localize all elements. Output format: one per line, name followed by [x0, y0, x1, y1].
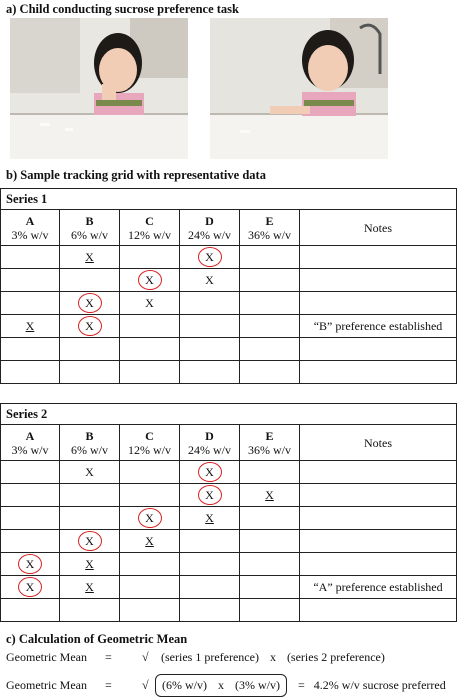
grid-cell — [120, 507, 180, 530]
grid-cell — [240, 338, 300, 361]
column-letter: D — [205, 213, 214, 228]
mark-glyph: X — [145, 296, 154, 310]
notes-cell — [300, 292, 457, 315]
column-concentration: 24% w/v — [188, 442, 231, 457]
grid-cell — [120, 292, 180, 315]
mark-glyph: X — [205, 250, 214, 264]
grid-cell — [1, 338, 60, 361]
table-row — [1, 507, 456, 530]
sqrt-symbol: √ — [142, 678, 149, 692]
formula-result: 4.2% w/v sucrose preferred — [313, 678, 446, 692]
grid-cell — [120, 338, 180, 361]
grid-cell — [60, 553, 120, 576]
grid-cell — [1, 292, 60, 315]
circled-x-mark — [78, 316, 102, 336]
grid-cell — [60, 530, 120, 553]
circled-x-mark — [78, 531, 102, 551]
grid-cell — [120, 246, 180, 269]
table-row — [1, 246, 456, 269]
notes-header: Notes — [300, 425, 457, 461]
tracking-table — [1, 425, 456, 621]
grid-cell — [180, 507, 240, 530]
table-row — [1, 484, 456, 507]
header-row — [1, 425, 456, 461]
grid-cell — [180, 361, 240, 384]
grid-cell — [120, 484, 180, 507]
column-letter: A — [25, 428, 35, 443]
mark-glyph: X — [25, 557, 35, 571]
column-letter: E — [265, 428, 274, 443]
mark-glyph: X — [85, 534, 94, 548]
grid-cell — [180, 315, 240, 338]
circled-x-mark — [198, 247, 222, 267]
mark-glyph: X — [205, 465, 214, 479]
notes-cell — [300, 599, 457, 622]
formula-label: Geometric Mean — [6, 650, 87, 664]
circled-x-mark — [138, 508, 162, 528]
table-row — [1, 269, 456, 292]
formula-term-1: (series 1 preference) — [161, 650, 259, 664]
grid-cell — [60, 484, 120, 507]
column-concentration: 12% w/v — [128, 442, 171, 457]
grid-cell — [1, 461, 60, 484]
notes-cell — [300, 269, 457, 292]
grid-cell — [240, 361, 300, 384]
notes-header: Notes — [300, 210, 457, 246]
formula-label: Geometric Mean — [6, 678, 87, 692]
grid-cell — [60, 269, 120, 292]
underlined-x-mark — [199, 509, 221, 527]
x-mark — [79, 463, 101, 481]
notes-cell — [300, 461, 457, 484]
sqrt-symbol: √ — [142, 650, 149, 664]
column-header-c — [120, 210, 180, 246]
grid-cell — [240, 484, 300, 507]
column-header-e — [240, 425, 300, 461]
underlined-x-mark — [19, 317, 41, 335]
grid-cell — [120, 361, 180, 384]
mark-glyph: X — [25, 580, 35, 594]
grid-cell — [60, 461, 120, 484]
grid-cell — [180, 530, 240, 553]
notes-cell — [300, 530, 457, 553]
column-header-d — [180, 210, 240, 246]
table-row — [1, 361, 456, 384]
column-header-a — [1, 425, 60, 461]
mark-glyph: X — [205, 273, 214, 287]
section-c-title: c) Calculation of Geometric Mean — [6, 632, 188, 646]
formula-term-2: (3% w/v) — [235, 678, 280, 692]
grid-cell — [1, 553, 60, 576]
mark-glyph: X — [145, 511, 154, 525]
underlined-x-mark — [79, 555, 101, 573]
grid-cell — [60, 576, 120, 599]
mark-glyph: X — [85, 580, 94, 594]
series-title: Series 2 — [1, 404, 456, 425]
grid-cell — [1, 530, 60, 553]
circled-x-mark — [198, 462, 222, 482]
column-letter: B — [85, 213, 94, 228]
formula-term-1: (6% w/v) — [162, 678, 207, 692]
grid-cell — [180, 461, 240, 484]
circled-x-mark — [198, 485, 222, 505]
column-concentration: 12% w/v — [128, 227, 171, 242]
grid-cell — [120, 315, 180, 338]
series-title: Series 1 — [1, 189, 456, 210]
grid-cell — [1, 269, 60, 292]
notes-cell — [300, 246, 457, 269]
grid-cell — [60, 338, 120, 361]
grid-cell — [240, 599, 300, 622]
underlined-x-mark — [139, 532, 161, 550]
grid-cell — [240, 507, 300, 530]
grid-cell — [1, 361, 60, 384]
column-header-e — [240, 210, 300, 246]
section-b-title: b) Sample tracking grid with representative data — [6, 168, 266, 182]
grid-cell — [1, 315, 60, 338]
table-row — [1, 461, 456, 484]
grid-cell — [1, 599, 60, 622]
grid-cell — [1, 576, 60, 599]
mark-glyph: X — [85, 557, 94, 571]
column-header-c — [120, 425, 180, 461]
grid-cell — [60, 246, 120, 269]
notes-cell: “B” preference established — [300, 315, 457, 338]
formula-equals: = — [105, 678, 112, 692]
section-a-title: a) Child conducting sucrose preference task — [6, 2, 239, 16]
grid-cell — [240, 315, 300, 338]
series-1-grid — [0, 188, 457, 384]
grid-cell — [180, 246, 240, 269]
formula-times: x — [269, 650, 276, 664]
circled-x-mark — [78, 293, 102, 313]
table-row — [1, 576, 456, 599]
series-2-grid — [0, 403, 457, 622]
grid-cell — [180, 599, 240, 622]
grid-cell — [60, 599, 120, 622]
column-concentration: 6% w/v — [71, 227, 108, 242]
column-header-d — [180, 425, 240, 461]
column-concentration: 3% w/v — [11, 227, 49, 242]
mark-glyph: X — [85, 250, 94, 264]
table-row — [1, 338, 456, 361]
underlined-x-mark — [79, 248, 101, 266]
column-letter: C — [145, 428, 154, 443]
grid-cell — [60, 507, 120, 530]
column-letter: C — [145, 213, 154, 228]
grid-cell — [240, 269, 300, 292]
table-row — [1, 553, 456, 576]
grid-cell — [1, 246, 60, 269]
notes-cell — [300, 484, 457, 507]
grid-cell — [180, 484, 240, 507]
grid-cell — [120, 553, 180, 576]
x-mark — [139, 294, 161, 312]
grid-cell — [180, 269, 240, 292]
formula-equals: = — [105, 650, 112, 664]
grid-cell — [120, 269, 180, 292]
circled-x-mark — [18, 554, 42, 574]
notes-cell — [300, 553, 457, 576]
grid-cell — [1, 484, 60, 507]
grid-cell — [120, 530, 180, 553]
circled-x-mark — [18, 577, 42, 597]
grid-cell — [180, 292, 240, 315]
grid-cell — [60, 315, 120, 338]
mark-glyph: X — [85, 319, 94, 333]
column-letter: A — [25, 213, 35, 228]
notes-cell — [300, 507, 457, 530]
grid-cell — [240, 553, 300, 576]
grid-cell — [120, 599, 180, 622]
underlined-x-mark — [79, 578, 101, 596]
x-mark — [199, 271, 221, 289]
mark-glyph: X — [25, 319, 35, 333]
column-letter: B — [85, 428, 94, 443]
notes-cell — [300, 338, 457, 361]
mark-glyph: X — [145, 534, 154, 548]
tracking-table — [1, 210, 456, 383]
grid-cell — [240, 461, 300, 484]
grid-cell — [240, 292, 300, 315]
grid-cell — [240, 246, 300, 269]
grid-cell — [180, 576, 240, 599]
grid-cell — [180, 553, 240, 576]
grid-cell — [180, 338, 240, 361]
underlined-x-mark — [259, 486, 281, 504]
table-row — [1, 292, 456, 315]
formula-equals-result: = — [298, 678, 305, 692]
grid-cell — [1, 507, 60, 530]
header-row — [1, 210, 456, 246]
column-letter: D — [205, 428, 214, 443]
grid-cell — [120, 461, 180, 484]
formula-term-2: (series 2 preference) — [286, 650, 385, 664]
column-concentration: 36% w/v — [248, 442, 291, 457]
column-concentration: 36% w/v — [248, 227, 291, 242]
column-header-b — [60, 210, 120, 246]
mark-glyph: X — [85, 465, 94, 479]
mark-glyph: X — [205, 488, 214, 502]
grid-cell — [240, 576, 300, 599]
photo-child-tasting — [10, 18, 188, 159]
circled-x-mark — [138, 270, 162, 290]
photo-child-smiling — [210, 18, 388, 159]
grid-cell — [240, 530, 300, 553]
grid-cell — [60, 361, 120, 384]
sqrt-bracket — [155, 674, 287, 697]
column-concentration: 3% w/v — [11, 442, 49, 457]
grid-cell — [120, 576, 180, 599]
notes-cell — [300, 361, 457, 384]
formula-line-2 — [6, 674, 446, 697]
table-row — [1, 530, 456, 553]
column-letter: E — [265, 213, 274, 228]
mark-glyph: X — [265, 488, 274, 502]
column-header-b — [60, 425, 120, 461]
mark-glyph: X — [145, 273, 154, 287]
notes-cell: “A” preference established — [300, 576, 457, 599]
mark-glyph: X — [85, 296, 94, 310]
column-header-a — [1, 210, 60, 246]
table-row — [1, 599, 456, 622]
mark-glyph: X — [205, 511, 214, 525]
column-concentration: 6% w/v — [71, 442, 108, 457]
formula-line-1 — [6, 650, 385, 665]
column-concentration: 24% w/v — [188, 227, 231, 242]
formula-times: x — [218, 678, 224, 692]
table-row — [1, 315, 456, 338]
grid-cell — [60, 292, 120, 315]
